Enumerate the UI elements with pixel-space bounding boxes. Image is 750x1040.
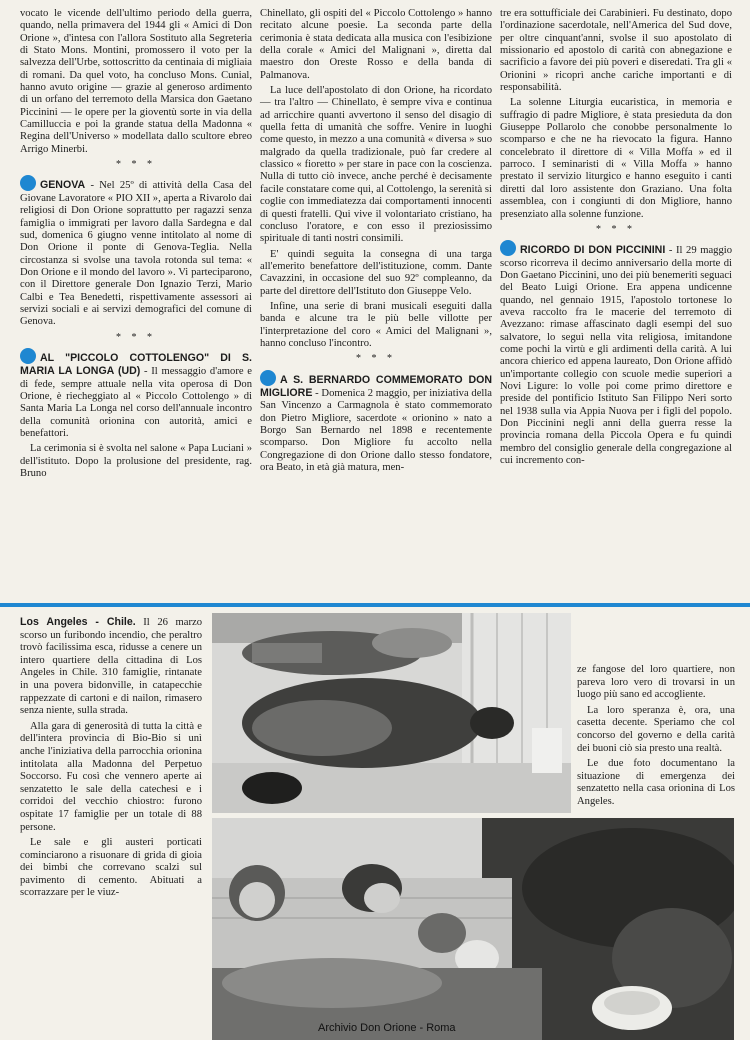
separator-stars: * * * xyxy=(116,331,156,343)
blue-bullet-icon xyxy=(260,370,276,386)
santa-maria-text: - Il messaggio d'amore e di fede, sempre attuale nella vita operosa di Don Orione, è riecheggiato al « Piccolo Cottolengo » di Santa Maria La Longa nel corso dell'annuale incontro della comunità orionina con autorità, amici e benefattori. xyxy=(20,366,252,439)
paragraph: tre era sottufficiale dei Carabinieri. Fu destinato, dopo l'ordinazione sacerdotale, nell'America del Sud dove, per oltre cinquant'anni, svolse il suo apostolato di missionario ed apostolo di carità con abnegazione e sacrificio a favore dei più poveri e diseredati. Tra gli « Orionini » ricoprì anche cariche importanti e di responsabilità. xyxy=(500,8,732,94)
paragraph: La loro speranza è, ora, una casetta decente. Speriamo che col concorso del governo e della carità dei buoni ciò sia presto una realtà. xyxy=(577,704,735,754)
san-bernardo-text: - Domenica 2 maggio, per iniziativa della San Vincenzo a Carmagnola è stato commemorato don Pietro Migliore, sacerdote « orionino » nato a Borgo San Bernardo nel 1898 e recentemente scomparso. Don Migliore fu accolto nella Congregazione di don Orione dallo stesso fondatore, ora Beato, in età già matura, men- xyxy=(260,387,492,474)
article-santa-maria xyxy=(20,348,252,440)
separator-stars: * * * xyxy=(116,159,156,171)
paragraph: ze fangose del loro quartiere, non pareva loro vero di trovarsi in un luogo più sano ed accogliente. xyxy=(577,664,735,701)
genova-text: - Nel 25º di attività della Casa del Giovane Lavoratore « PIO XII », aperta a Rivarolo dai religiosi di Don Orione soprattutto per ragazzi senza famiglia o immigrati per lavoro dalla Sardegna e dal sud, domenica 6 giugno venne intitolato al nome di Don Orione il ponte di Genova-Teglia. Nella circostanza si svolse una tavola rotonda sul tema: « Don Orione e il mondo del lavoro ». Vi parteciparono, con il Direttore generale Don Ignazio Terzi, Mario Calbi e Tea Benedetti, rispettivamente assessori ai servizi sociali e ai servizi demografici del comune di Genova. xyxy=(20,180,252,328)
column-1 xyxy=(20,8,252,483)
photo-sleeping-children-floor xyxy=(212,613,571,813)
archive-watermark: Archivio Don Orione - Roma xyxy=(318,1022,456,1034)
blue-bullet-icon xyxy=(20,175,36,191)
paragraph: Chinellato, gli ospiti del « Piccolo Cottolengo » hanno recitato alcune poesie. La seconda parte della cerimonia è stata dedicata alla musica con l'esibizione della corale « Amici del Malignani », diretta dal maestro don Oreste Rosso e della banda di Palmanova. xyxy=(260,8,492,81)
heading-san-bernardo: A S. BERNARDO COMMEMORATO DON MIGLIORE xyxy=(260,373,492,399)
article-los-angeles xyxy=(20,616,202,718)
section-divider xyxy=(0,603,750,607)
article-piccinini xyxy=(500,240,732,467)
caption-column xyxy=(577,664,735,812)
heading-los-angeles: Los Angeles - Chile. xyxy=(20,616,136,628)
heading-genova: GENOVA xyxy=(40,179,86,192)
article-san-bernardo xyxy=(260,370,492,475)
piccinini-text: - Il 29 maggio scorso ricorreva il decimo anniversario della morte di Don Gaetano Piccinini, uno dei più benemeriti seguaci del Beato Luigi Orione. Era appena undicenne quando, nel gennaio 1915, l'apostolo tortonese lo aveva raccolto fra le macerie del terremoto di Avezzano: rimase affascinato dagli esempi del suo salvatore, lo seguì nella vita religiosa, imitandone come pochi la virtù e gli ardimenti della carità. A lui ancora chierico ed appena laureato, Don Orione affidò un'importante collegio con scuole medie superiori a Novi Ligure: lo volle poi come primo direttore e preside del pontificio Istituto San Filippo Neri sorto nel 1938 sulla via Appia Nuova per i figli del popolo. Don Piccinini negli anni della guerra resse la provincia romana della Piccola Opera e fu quindi membro del consiglio generale della congregazione al cui incremento con- xyxy=(500,245,732,467)
article-genova xyxy=(20,175,252,328)
column-2 xyxy=(260,8,492,477)
los-angeles-column xyxy=(20,616,202,903)
heading-santa-maria: AL "PICCOLO COTTOLENGO" DI S. MARIA LA LONGA (UD) xyxy=(20,351,252,378)
paragraph: Infine, una serie di brani musicali eseguiti dalla banda e alcune tra le più belle villotte per l'interpretazione del coro « Amici del Malignani », hanno concluso l'incontro. xyxy=(260,300,492,349)
paragraph: E' quindi seguita la consegna di una targa all'emerito benefattore dell'istituzione, comm. Dante Cavazzini, in occasione del suo 92º compleanno, da parte del direttore dell'Istituto don Giuseppe Velo. xyxy=(260,248,492,297)
column-3 xyxy=(500,8,732,470)
paragraph: vocato le vicende dell'ultimo periodo della guerra, quando, nella primavera del 1944 gli « Amici di Don Orione », d'intesa con l'allora Sostituto alla Segreteria di Stato Mons. Montini, promossero il voto per la salvezza dell'Urbe, sottoscritto da centinaia di migliaia di romani. Da quel voto, ha concluso Mons. Cunial, hanno avuto origine — grazie al generoso ardimento di un orfano del terremoto della Marsica don Gaetano Piccinini — le opere per la gioventù sorte in via della Camilluccia e poi la grande statua della Madonna « Regina dell'Universo » modellata dallo scultore ebreo Arrigo Minerbi. xyxy=(20,8,252,155)
separator-stars: * * * xyxy=(596,223,636,235)
paragraph: La cerimonia si è svolta nel salone « Papa Luciani » dell'istituto. Dopo la prolusione del presidente, rag. Bruno xyxy=(20,443,252,480)
separator-stars: * * * xyxy=(356,353,396,365)
paragraph: La luce dell'apostolato di don Orione, ha ricordato — tra l'altro — Chinellato, è sempre viva e continua ad arricchire quanti avvertono il senso del disagio di quella fetta di umanità che soffre. Venire in luoghi come questo, in mezzo a una comunità « diversa » suo malgrado da quella tradizionale, può far credere al classico « fioretto » per stare in pace con la coscienza. Nulla di tutto ciò invece, anche perché è decisamente facile constatare come qui, al Cottolengo, la serenità si coglie con immediatezza dai comportamenti innocenti di questi fratelli. Qui vive il volontariato cristiano, ha concluso l'oratore, e con esso il preziosissimo spirituale di tanti nostri consimili. xyxy=(260,85,492,245)
heading-piccinini: RICORDO DI DON PICCININI xyxy=(520,244,666,257)
paragraph: Alla gara di generosità di tutta la città e dell'intera provincia di Bio-Bio si unì anche l'iniziativa della parrocchia orionina intitolata alla Madonna del Perpetuo Soccorso. Fu così che vennero aperte ai senzatetto le sale della catechesi e i corridoi del vecchio chiostro: furono ospitate 17 famiglie per un totale di 88 persone. xyxy=(20,720,202,833)
paragraph: La solenne Liturgia eucaristica, in memoria e suffragio di padre Migliore, è stata presieduta da don Giuseppe Pollarolo che conobbe personalmente lo scomparso e che ne ha rievocato la figura. Hanno concelebrato il direttore di « Villa Moffa » ed il parroco. I seminaristi di « Villa Moffa » hanno prestato il servizio liturgico e hanno eseguito i canti diretti dal loro assistente don Graziano. Una folta assemblea, con i congiunti di don Migliore, hanno presenziato alla solenne funzione. xyxy=(500,97,732,220)
los-angeles-text: Il 26 marzo scorso un furibondo incendio, che peraltro trovò facilissima esca, ridusse a cenere un intero quartiere della cittadina di Los Angeles in Chile. 310 famiglie, rintanate in una povera bidonville, in catapecchie rappezzate di cartoni e di nailon, rimasero senza niente, sulla strada. xyxy=(20,617,202,717)
blue-bullet-icon xyxy=(500,240,516,256)
paragraph: Le sale e gli austeri porticati cominciarono a risuonare di grida di gioia dei bimbi che correvano scalzi sul pavimento di cemento. Abituati a scorrazzare per le viuz- xyxy=(20,837,202,899)
paragraph: Le due foto documentano la situazione di emergenza dei senzatetto nella casa orionina di Los Angeles. xyxy=(577,758,735,807)
photo-children-in-bed xyxy=(212,818,734,1040)
blue-bullet-icon xyxy=(20,348,36,364)
